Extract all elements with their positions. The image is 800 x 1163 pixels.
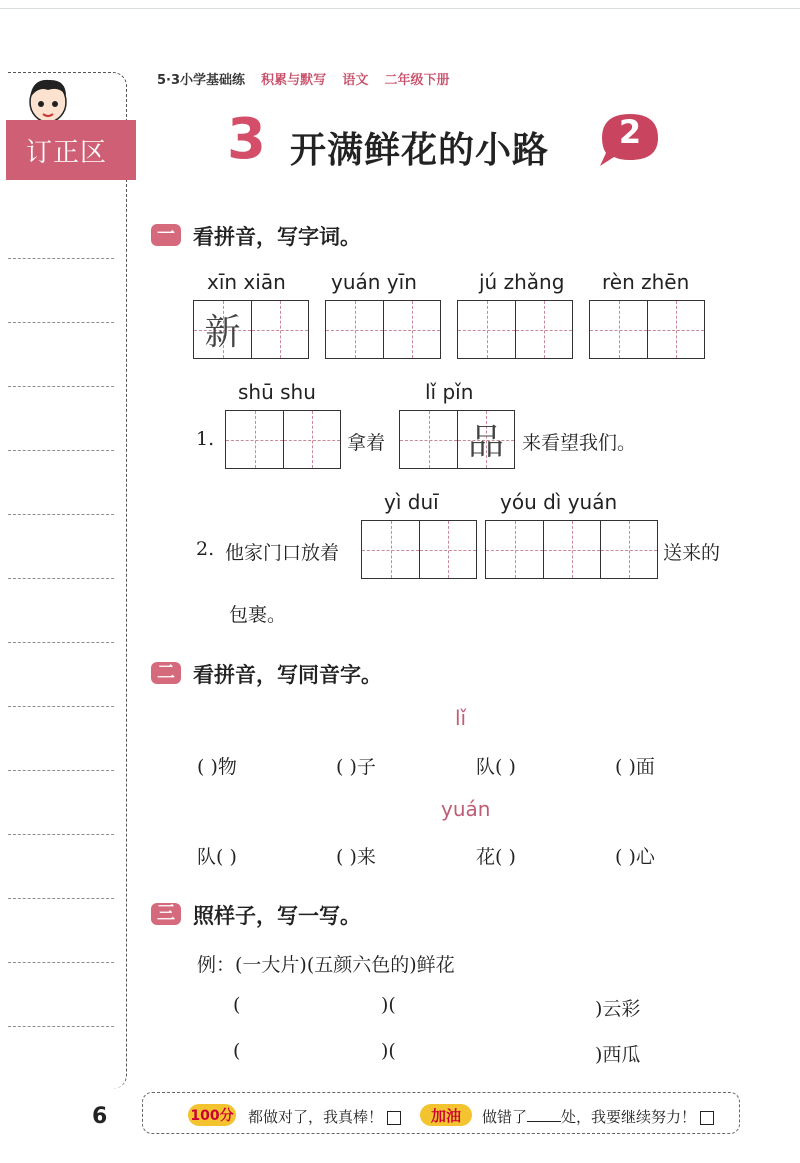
fill-blank[interactable]: )云彩 [595, 998, 641, 1020]
grade-name: 二年级下册 [384, 73, 450, 88]
question-number: 1. [196, 428, 215, 450]
lesson-number: 3 [227, 107, 266, 172]
section-badge: 二 [151, 662, 181, 684]
pinyin: yóu dì yuán [500, 490, 618, 514]
writing-grid[interactable] [361, 520, 477, 579]
series-name: 5·3小学基础练 [157, 73, 246, 88]
fill-blank[interactable]: ( )来 [336, 846, 376, 868]
margin-line [8, 770, 114, 771]
writing-grid[interactable] [457, 300, 573, 359]
margin-line [8, 386, 114, 387]
writing-grid[interactable] [325, 300, 441, 359]
mistake-text [482, 1106, 714, 1127]
margin-line [8, 1026, 114, 1027]
pinyin: xīn xiān [207, 270, 286, 294]
fill-blank[interactable]: 队( ) [197, 846, 237, 868]
correction-margin [8, 72, 127, 1089]
writing-grid[interactable] [193, 300, 309, 359]
book-header [157, 69, 462, 88]
sentence-text: 送来的 [663, 542, 721, 564]
full-score-badge: 100分 [188, 1104, 236, 1126]
section-title: 看拼音，写字词。 [193, 225, 361, 249]
fill-blank[interactable]: 花( ) [476, 846, 516, 868]
open-paren: ( [233, 1040, 241, 1062]
writing-grid[interactable] [225, 410, 341, 469]
fill-blank[interactable]: )( [381, 994, 396, 1016]
fill-blank[interactable]: 队( ) [476, 756, 516, 778]
margin-line [8, 962, 114, 963]
page-title: 开满鲜花的小路 [290, 130, 550, 171]
open-paren: ( [233, 994, 241, 1016]
written-char: 新 [204, 312, 241, 353]
pinyin: lǐ [455, 706, 467, 730]
fill-blank[interactable]: )西瓜 [595, 1044, 641, 1066]
margin-line [8, 514, 114, 515]
section-badge: 三 [151, 903, 181, 925]
pinyin: yì duī [384, 490, 439, 514]
example-text: 例：(一大片)(五颜六色的)鲜花 [197, 954, 455, 976]
fill-blank[interactable]: ( )物 [197, 756, 237, 778]
fill-blank[interactable]: ( )子 [336, 756, 376, 778]
fill-blank[interactable]: )( [381, 1040, 396, 1062]
written-char: 品 [467, 422, 504, 463]
question-number: 2. [196, 538, 215, 560]
writing-grid[interactable] [399, 410, 515, 469]
sentence-text: 他家门口放着 [225, 542, 340, 564]
section-title: 照样子，写一写。 [193, 904, 361, 928]
checkbox[interactable] [700, 1111, 714, 1125]
margin-line [8, 898, 114, 899]
pinyin: jú zhǎng [479, 270, 565, 294]
section-badge: 一 [151, 224, 181, 246]
pinyin: lǐ pǐn [425, 380, 474, 404]
margin-line [8, 706, 114, 707]
fill-blank[interactable]: ( )面 [615, 756, 655, 778]
margin-line [8, 642, 114, 643]
mistake-prefix: 做错了 [482, 1108, 528, 1126]
written-char [252, 301, 308, 358]
sentence-text: 包裹。 [229, 604, 287, 626]
cheer-badge: 加油 [420, 1104, 472, 1126]
page-number: 6 [92, 1104, 108, 1129]
sentence-text: 拿着 [347, 432, 386, 454]
praise-label: 都做对了，我真棒！ [248, 1108, 384, 1126]
category-name: 积累与默写 [261, 73, 327, 88]
margin-line [8, 258, 114, 259]
pinyin: yuán [441, 797, 491, 821]
writing-grid[interactable] [589, 300, 705, 359]
fill-blank[interactable]: ( )心 [615, 846, 655, 868]
mistake-suffix: 处，我要继续努力！ [561, 1108, 697, 1126]
margin-line [8, 578, 114, 579]
top-rule [0, 8, 800, 9]
writing-grid[interactable] [485, 520, 658, 579]
section-title: 看拼音，写同音字。 [193, 663, 382, 687]
lesson-part-number: 2 [618, 113, 642, 151]
checkbox[interactable] [387, 1111, 401, 1125]
pinyin: shū shu [238, 380, 316, 404]
subject-name: 语文 [342, 73, 369, 88]
pinyin: rèn zhēn [602, 270, 690, 294]
praise-text [248, 1106, 401, 1127]
margin-line [8, 834, 114, 835]
mistake-count-blank[interactable] [527, 1107, 561, 1122]
sentence-text: 来看望我们。 [522, 432, 637, 454]
margin-line [8, 450, 114, 451]
correction-area-label: 订正区 [6, 120, 136, 180]
pinyin: yuán yīn [331, 270, 417, 294]
margin-line [8, 322, 114, 323]
